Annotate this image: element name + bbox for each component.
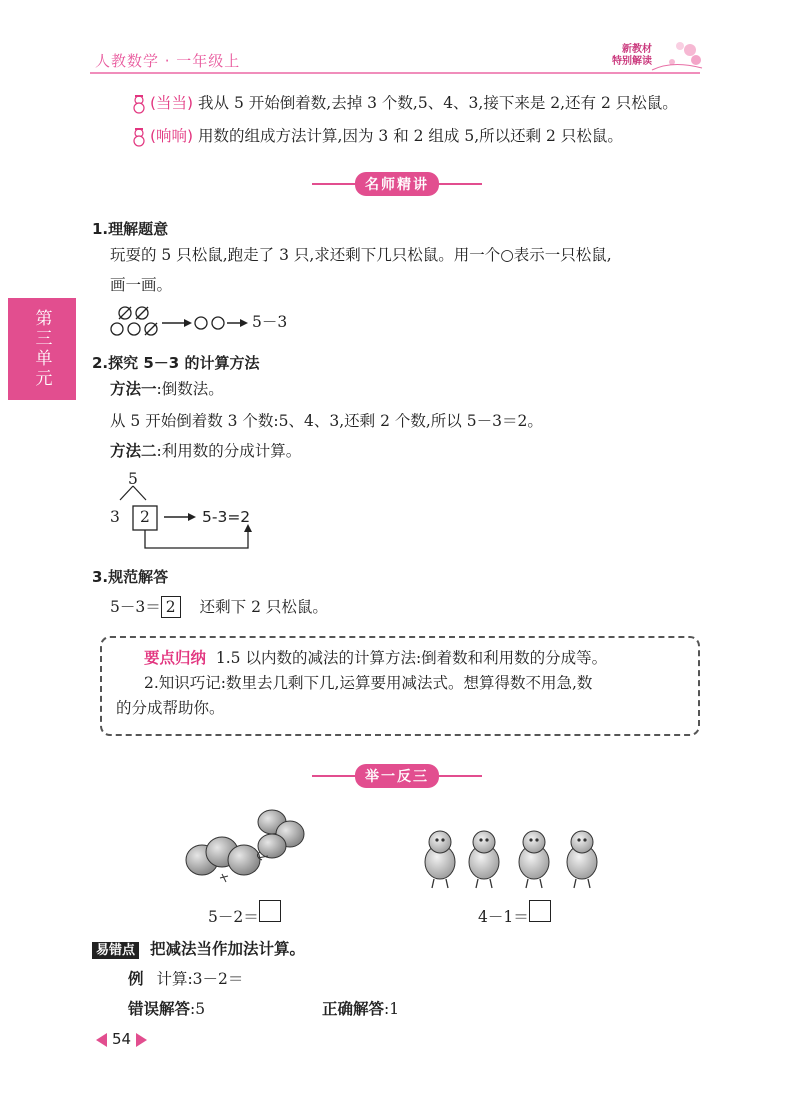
dialogue-line-1 bbox=[130, 93, 678, 114]
snowman-icon bbox=[130, 127, 148, 147]
chicks-illustration bbox=[418, 818, 614, 890]
snowman-icon bbox=[130, 94, 148, 114]
key-points-box bbox=[100, 636, 700, 736]
tree-right: 2 bbox=[140, 508, 150, 526]
section-banner-teacher bbox=[312, 170, 482, 196]
easy-mistake-text: 把减法当作加法计算。 bbox=[149, 940, 305, 958]
example-label: 例 bbox=[128, 970, 144, 988]
circle-diagram bbox=[110, 303, 310, 339]
brand-line-2: 特别解读 bbox=[612, 56, 652, 67]
chicks-icon bbox=[418, 818, 614, 890]
exercise-2 bbox=[478, 900, 551, 928]
section-1-heading: 1.理解题意 bbox=[92, 220, 169, 238]
prev-page-icon[interactable] bbox=[96, 1033, 107, 1047]
method-2-label: 方法二 bbox=[110, 442, 157, 460]
tree-top: 5 bbox=[128, 470, 138, 488]
method-2-text: :利用数的分成计算。 bbox=[156, 442, 302, 460]
wrong-label: 错误解答 bbox=[128, 1000, 191, 1018]
dialogue-text-1: 我从 5 开始倒着数,去掉 3 个数,5、4、3,接下来是 2,还有 2 只松鼠。 bbox=[198, 94, 678, 112]
diagram-expression: 5－3 bbox=[252, 313, 288, 331]
right-answer bbox=[322, 998, 399, 1020]
method-1-detail: 从 5 开始倒着数 3 个数:5、4、3,还剩 2 个数,所以 5－3＝2。 bbox=[110, 412, 543, 430]
example-line bbox=[128, 968, 243, 990]
balloons-illustration bbox=[182, 808, 312, 888]
answer-line bbox=[110, 596, 328, 618]
header-divider bbox=[90, 72, 700, 74]
easy-mistake-line bbox=[92, 938, 305, 962]
section-banner-practice bbox=[312, 762, 482, 788]
answer-box: 2 bbox=[161, 596, 181, 618]
section-1-line-1: 玩耍的 5 只松鼠,跑走了 3 只,求还剩下几只松鼠。用一个○表示一只松鼠, bbox=[110, 246, 612, 264]
method-2-line bbox=[110, 440, 301, 462]
section-2-heading: 2.探究 5－3 的计算方法 bbox=[92, 354, 260, 372]
key-points-text-1: 1.5 以内数的减法的计算方法:倒着数和利用数的分成等。 bbox=[215, 649, 608, 667]
dialogue-line-2 bbox=[130, 126, 623, 147]
wrong-answer bbox=[128, 998, 205, 1020]
method-1-label: 方法一 bbox=[110, 380, 157, 398]
dialogue-text-2: 用数的组成方法计算,因为 3 和 2 组成 5,所以还剩 2 只松鼠。 bbox=[198, 127, 623, 145]
right-label: 正确解答 bbox=[322, 1000, 385, 1018]
squirrel-circles-icon bbox=[110, 303, 250, 339]
tree-left: 3 bbox=[110, 508, 120, 526]
speaker-xiangxiang: (响响) bbox=[150, 127, 194, 145]
exercise-1-expr: 5－2＝ bbox=[208, 908, 259, 926]
tree-expression: 5-3=2 bbox=[202, 508, 251, 526]
key-points-line-3: 的分成帮助你。 bbox=[116, 699, 225, 717]
number-split-diagram bbox=[106, 468, 306, 552]
exercise-1 bbox=[208, 900, 281, 928]
header-title: 人教数学 · 一年级上 bbox=[95, 52, 241, 70]
method-1-text: :倒数法。 bbox=[156, 380, 224, 398]
easy-mistake-tag: 易错点 bbox=[92, 942, 139, 959]
speaker-dangdang: (当当) bbox=[150, 94, 194, 112]
exercise-2-answer-box[interactable] bbox=[529, 900, 551, 922]
wrong-value: :5 bbox=[190, 1000, 206, 1018]
section-3-heading: 3.规范解答 bbox=[92, 568, 169, 586]
brand-logo bbox=[592, 40, 704, 72]
unit-side-tab: 第三单元 bbox=[8, 298, 76, 400]
example-text: 计算:3－2＝ bbox=[156, 970, 244, 988]
next-page-icon[interactable] bbox=[136, 1033, 147, 1047]
banner-title: 举一反三 bbox=[355, 764, 439, 788]
page-number bbox=[96, 1030, 147, 1048]
method-1-line bbox=[110, 378, 224, 400]
key-points-line-2: 2.知识巧记:数里去几剩下几,运算要用减法式。想算得数不用急,数 bbox=[144, 674, 593, 692]
right-value: :1 bbox=[384, 1000, 400, 1018]
key-points-line-1 bbox=[116, 646, 690, 671]
banner-title: 名师精讲 bbox=[355, 172, 439, 196]
answer-expression: 5－3＝ bbox=[110, 598, 161, 616]
exercise-1-answer-box[interactable] bbox=[259, 900, 281, 922]
page-number-text: 54 bbox=[112, 1030, 132, 1048]
balloons-icon bbox=[182, 808, 312, 888]
answer-conclusion: 还剩下 2 只松鼠。 bbox=[199, 598, 328, 616]
exercise-2-expr: 4－1＝ bbox=[478, 908, 529, 926]
brand-line-1: 新教材 bbox=[622, 44, 652, 55]
section-1-line-2: 画一画。 bbox=[110, 276, 173, 294]
key-points-label: 要点归纳 bbox=[144, 649, 207, 667]
